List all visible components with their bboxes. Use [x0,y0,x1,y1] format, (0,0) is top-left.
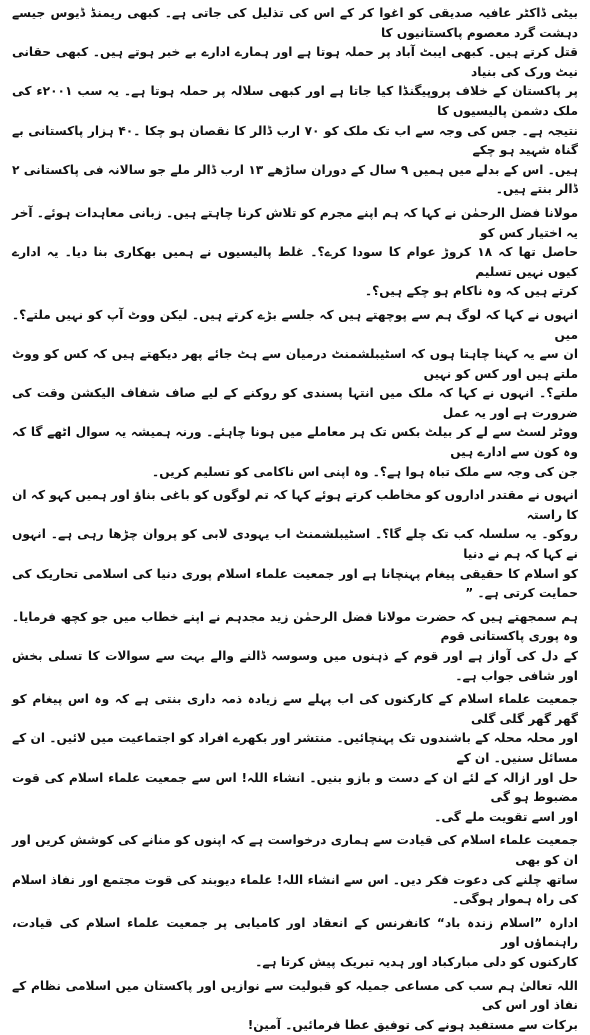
paragraph-6: جمعیت علماء اسلام کے کارکنوں کی اب پہلے سے زیادہ ذمہ داری بنتی ہے کہ وہ اس پیغام کو گھر گھر گلی گلی اور محلہ محلہ کے باشندوں تک پہنچائیں۔ منتشر اور بکھرے افراد کو اجتماعیت میں لائیں۔ ان کے مسائل سنیں۔ ان کے حل اور ازالہ کے لئے ان کے دست و بازو بنیں۔ انشاء اللہ! اس سے جمعیت علماء اسلام کی قوت مضبوط ہو گی اور اسے تقویت ملے گی۔ [12,690,578,827]
paragraph-4: انہوں نے مقتدر اداروں کو مخاطب کرتے ہوئے کہا کہ تم لوگوں کو باغی بناؤ اور ہمیں کہو کہ ان کا راستہ روکو۔ یہ سلسلہ کب تک چلے گا؟۔ اسٹیبلشمنٹ اب یہودی لابی کو پروان چڑھا رہی ہے۔ انہوں نے کہا کہ ہم نے دنیا کو اسلام کا حقیقی پیغام پہنچانا ہے اور جمعیت علماء اسلام پوری دنیا کی اسلامی تحاریک کی حمایت کرتی ہے۔ ” [12,486,578,604]
paragraph-3: انہوں نے کہا کہ لوگ ہم سے پوچھتے ہیں کہ جلسے بڑے کرتے ہیں۔ لیکن ووٹ آپ کو نہیں ملتے؟۔ میں ان سے یہ کہنا چاہتا ہوں کہ اسٹیبلشمنٹ درمیان سے ہٹ جائے پھر دیکھتے ہیں کہ کس کو ووٹ ملتے ہیں اور کس کو نہیں ملتے؟۔ انہوں نے کہا کہ ملک میں انتہا پسندی کو روکنے کے لیے صاف شفاف الیکشن وقت کی ضرورت ہے اور یہ عمل ووٹر لسٹ سے لے کر بیلٹ بکس تک ہر معاملے میں ہونا چاہئے۔ ورنہ ہمیشہ یہ سوال اٹھے گا کہ وہ کون سے ادارے ہیں جن کی وجہ سے ملک تباہ ہوا ہے؟۔ وہ اپنی اس ناکامی کو تسلیم کریں۔ [12,306,578,482]
paragraph-9: اللہ تعالیٰ ہم سب کی مساعی جمیلہ کو قبولیت سے نوازیں اور پاکستان میں اسلامی نظام کے نفاذ اور اس کی برکات سے مستفید ہونے کی توفیق عطا فرمائیں۔ آمین! [12,977,578,1035]
paragraph-7: جمعیت علماء اسلام کی قیادت سے ہماری درخواست ہے کہ اپنوں کو منانے کی کوشش کریں اور ان کو بھی ساتھ چلنے کی دعوت فکر دیں۔ اس سے انشاء اللہ! علماء دیوبند کی قوت مجتمع اور نفاذ اسلام کی راہ ہموار ہوگی۔ [12,831,578,909]
paragraph-8: ادارہ ”اسلام زندہ باد“ کانفرنس کے انعقاد اور کامیابی پر جمعیت علماء اسلام کی قیادت، راہنماؤں اور کارکنوں کو دلی مبارکباد اور ہدیہ تبریک پیش کرتا ہے۔ [12,914,578,973]
paragraph-1: بیٹی ڈاکٹر عافیہ صدیقی کو اغوا کر کے اس کی تذلیل کی جاتی ہے۔ کبھی ریمنڈ ڈیوس جیسے دہشت گرد معصوم پاکستانیوں کا قتل کرتے ہیں۔ کبھی ایبٹ آباد پر حملہ ہوتا ہے اور ہمارے ادارے بے خبر ہوتے ہیں۔ کبھی حقانی نیٹ ورک کی بنیاد پر پاکستان کے خلاف پروپیگنڈا کیا جاتا ہے اور کبھی سلالہ پر حملہ ہوتا ہے۔ یہ سب ۲۰۰۱ء کی ملک دشمن پالیسیوں کا نتیجہ ہے۔ جس کی وجہ سے اب تک ملک کو ۷۰ ارب ڈالر کا نقصان ہو چکا ۔۴۰ ہزار پاکستانی بے گناہ شہید ہو چکے ہیں۔ اس کے بدلے میں ہمیں ۹ سال کے دوران ساڑھے ۱۳ ارب ڈالر ملے جو سالانہ فی پاکستانی ۲ ڈالر بنتے ہیں۔ [12,4,578,200]
paragraph-5: ہم سمجھتے ہیں کہ حضرت مولانا فضل الرحمٰن زید مجدہم نے اپنے خطاب میں جو کچھ فرمایا۔ وہ پوری پاکستانی قوم کے دل کی آواز ہے اور قوم کے ذہنوں میں وسوسہ ڈالنے والے بہت سے سوالات کا تسلی بخش اور شافی جواب ہے۔ [12,608,578,686]
paragraph-2: مولانا فضل الرحمٰن نے کہا کہ ہم اپنے مجرم کو تلاش کرنا چاہتے ہیں۔ زبانی معاہدات ہوئے۔ آخر یہ اختیار کس کو حاصل تھا کہ ۱۸ کروڑ عوام کا سودا کرے؟۔ غلط پالیسیوں نے ہمیں بھکاری بنا دیا۔ یہ ادارے کیوں نہیں تسلیم کرتے ہیں کہ وہ ناکام ہو چکے ہیں؟۔ [12,204,578,302]
